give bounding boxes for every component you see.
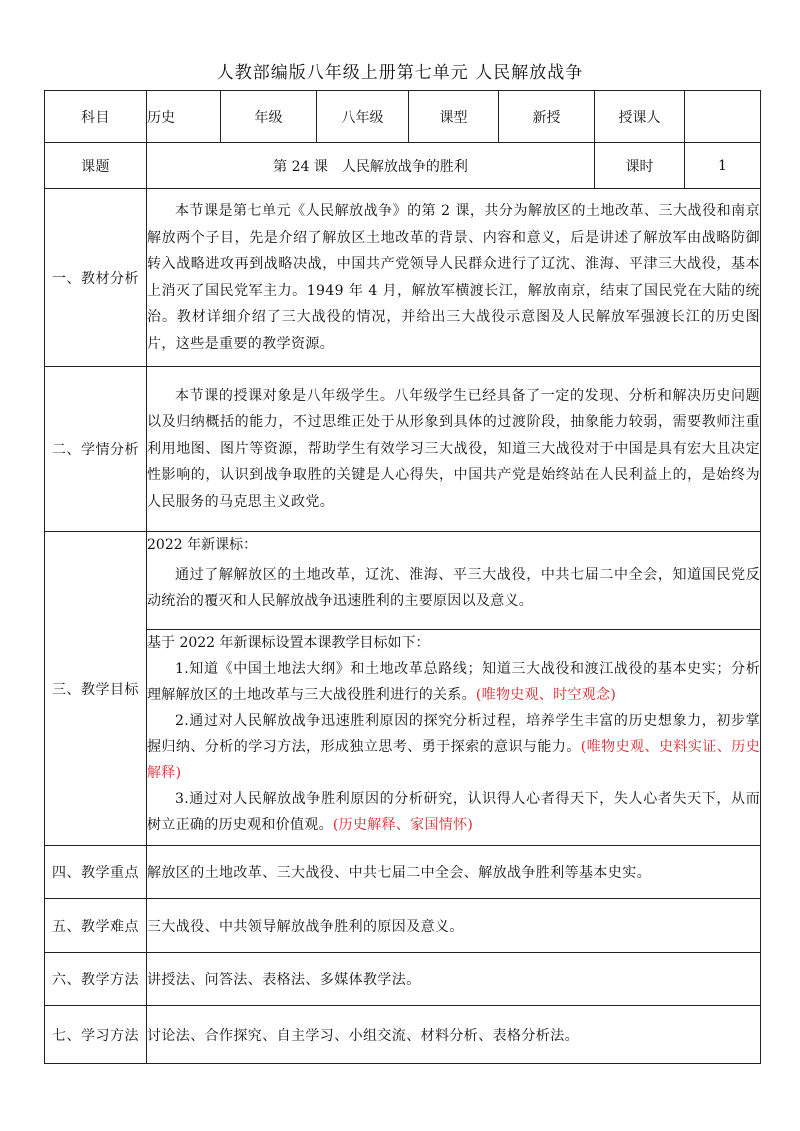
goal-2 [147, 708, 760, 786]
goal-2-text: 2.通过对人民解放战争迅速胜利原因的探究分析过程，培养学生丰富的历史想象力，初步掌握归纳、分析的学习方法，形成独立思考、勇于探索的意识与能力。 [147, 713, 760, 755]
goals-list-row [45, 630, 761, 846]
header-row [45, 91, 761, 143]
teaching-methods-text: 讲授法、问答法、表格法、多媒体教学法。 [147, 953, 761, 1006]
key-points-row [45, 846, 761, 899]
student-analysis-text: 本节课的授课对象是八年级学生。八年级学生已经具备了一定的发现、分析和解决历史问题以及归纳概括的能力，不过思维正处于从形象到具体的过渡阶段，抽象能力较弱，需要教师注重利用地图、图片等资源，帮助学生有效学习三大战役，知道三大战役对于中国是具有宏大且决定性影响的，认识到战争取胜的关键是人心得失，中国共产党是始终站在人民利益上的，是始终为人民服务的马克思主义政党。 [147, 367, 761, 532]
lesson-plan-table [44, 90, 761, 1064]
teaching-goals-label: 三、教学目标 [45, 532, 147, 846]
difficulties-row [45, 899, 761, 953]
student-analysis-label: 二、学情分析 [45, 367, 147, 532]
material-analysis-label: 一、教材分析 [45, 189, 147, 367]
curriculum-standard-text: 通过了解解放区的土地改革，辽沈、淮海、平三大战役，中共七届二中全会，知道国民党反动统治的覆灭和人民解放战争迅速胜利的主要原因以及意义。 [147, 567, 760, 609]
hours-value: 1 [685, 143, 761, 189]
goal-2-tag: (唯物史观、史料实证、历史解释) [147, 739, 760, 781]
type-value: 新授 [499, 91, 595, 143]
goal-3-tag: (历史解释、家国情怀) [332, 817, 474, 833]
material-analysis-row [45, 189, 761, 367]
goals-intro: 基于 2022 年新课标设置本课教学目标如下： [147, 635, 430, 651]
goals-standard-row [45, 532, 761, 630]
teacher-value [685, 91, 761, 143]
goal-1-text: 1.知道《中国土地法大纲》和土地改革总路线；知道三大战役和渡江战役的基本史实；分析理解解放区的土地改革与三大战役胜利进行的关系。 [147, 661, 760, 703]
grade-label: 年级 [221, 91, 317, 143]
subject-value: 历史 [147, 91, 221, 143]
learning-methods-row [45, 1006, 761, 1064]
curriculum-standard-cell [147, 532, 761, 630]
teaching-methods-label: 六、教学方法 [45, 953, 147, 1006]
topic-label: 课题 [45, 143, 147, 189]
student-analysis-row [45, 367, 761, 532]
lesson-row [45, 143, 761, 189]
goal-3-text: 3.通过对人民解放战争胜利原因的分析研究，认识得人心者得天下，失人心者失天下，从而树立正确的历史观和价值观。 [147, 791, 760, 833]
learning-methods-label: 七、学习方法 [45, 1006, 147, 1064]
topic-value: 第 24 课 人民解放战争的胜利 [147, 143, 595, 189]
teaching-methods-row [45, 953, 761, 1006]
hours-label: 课时 [595, 143, 685, 189]
grade-value: 八年级 [317, 91, 409, 143]
learning-methods-text: 讨论法、合作探究、自主学习、小组交流、材料分析、表格分析法。 [147, 1006, 761, 1064]
document-title: 人教部编版八年级上册第七单元 人民解放战争 [216, 63, 584, 83]
difficulties-text: 三大战役、中共领导解放战争胜利的原因及意义。 [147, 899, 761, 953]
goal-1 [147, 656, 760, 708]
key-points-label: 四、教学重点 [45, 846, 147, 899]
teacher-label: 授课人 [595, 91, 685, 143]
material-analysis-text: 本节课是第七单元《人民解放战争》的第 2 课，共分为解放区的土地改革、三大战役和南京解放两个子目，先是介绍了解放区土地改革的背景、内容和意义，后是讲述了解放军由战略防御转入战略进攻再到战略决战，中国共产党领导人民群众进行了辽沈、淮海、平津三大战役，基本上消灭了国民党军主力。1949 年 4 月，解放军横渡长江，解放南京，结束了国民党在大陆的统治。教材详细介绍了三大战役的情况，并给出三大战役示意图及人民解放军强渡长江的历史图片，这些是重要的教学资源。 [147, 189, 761, 367]
goal-3 [147, 786, 760, 838]
goal-1-tag: (唯物史观、时空观念) [475, 687, 617, 703]
goals-list-cell [147, 630, 761, 846]
difficulties-label: 五、教学难点 [45, 899, 147, 953]
subject-label: 科目 [45, 91, 147, 143]
key-points-text: 解放区的土地改革、三大战役、中共七届二中全会、解放战争胜利等基本史实。 [147, 846, 761, 899]
type-label: 课型 [409, 91, 499, 143]
curriculum-standard-title: 2022 年新课标： [147, 537, 258, 553]
